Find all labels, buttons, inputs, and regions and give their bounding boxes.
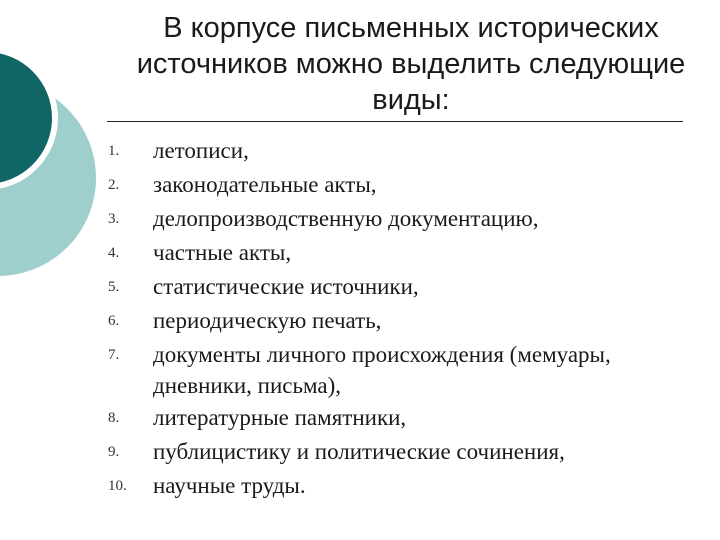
item-text: документы личного происхождения (мемуары, дневники, письма), (153, 342, 611, 398)
list-item (108, 338, 708, 401)
list-item (108, 401, 708, 435)
item-text: научные труды. (153, 473, 306, 498)
item-text: частные акты, (153, 240, 292, 265)
item-text: периодическую печать, (153, 308, 382, 333)
item-number: 3. (108, 211, 120, 227)
item-number: 6. (108, 313, 120, 329)
title-divider (107, 121, 683, 122)
list-item (108, 270, 708, 304)
item-text: статистические источники, (153, 274, 419, 299)
list-item (108, 134, 708, 168)
list-item (108, 435, 708, 469)
item-text: законодательные акты, (153, 172, 377, 197)
decorative-circles (0, 0, 110, 300)
item-text: делопроизводственную документацию, (153, 206, 539, 231)
item-number: 2. (108, 177, 120, 193)
list-item (108, 168, 708, 202)
slide-title: В корпусе письменных исторических источников можно выделить следующие виды: (136, 12, 686, 116)
item-number: 1. (108, 143, 120, 159)
item-number: 8. (108, 410, 120, 426)
item-number: 9. (108, 444, 120, 460)
item-text: литературные памятники, (153, 405, 407, 430)
item-text: публицистику и политические сочинения, (153, 439, 565, 464)
item-number: 10. (108, 478, 127, 494)
item-number: 4. (108, 245, 120, 261)
item-number: 7. (108, 347, 120, 363)
list-item (108, 469, 708, 503)
item-text: летописи, (153, 138, 249, 163)
list-item (108, 304, 708, 338)
list-item (108, 236, 708, 270)
list-item (108, 202, 708, 236)
source-types-list (108, 134, 708, 503)
item-number: 5. (108, 279, 120, 295)
